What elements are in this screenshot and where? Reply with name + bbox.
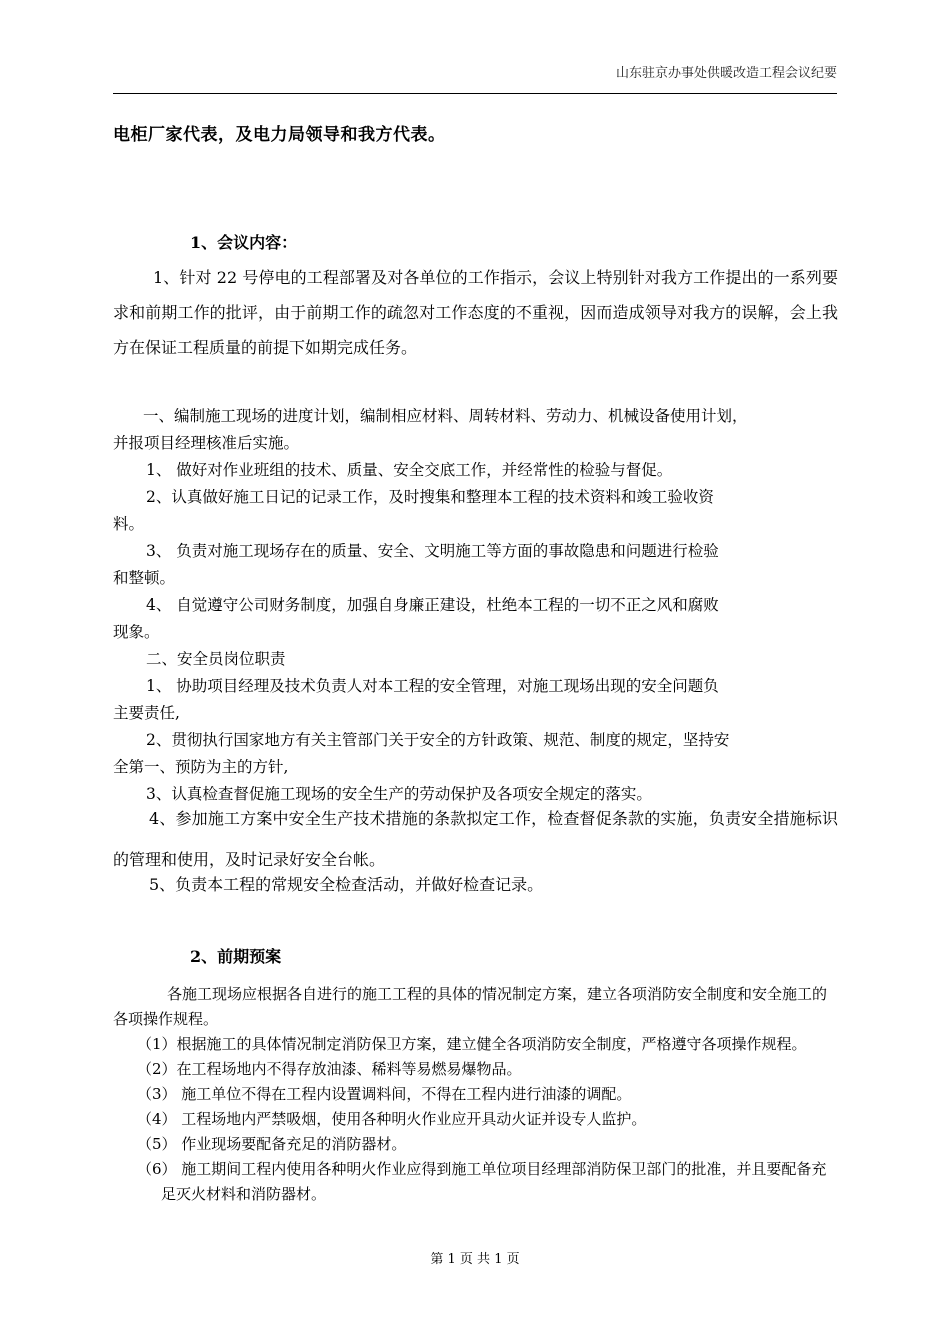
duty-line: 4、 自觉遵守公司财务制度，加强自身廉正建设，杜绝本工程的一切不正之风和腐败 — [146, 596, 719, 614]
duty-line: 1、 协助项目经理及技术负责人对本工程的安全管理，对施工现场出现的安全问题负 — [146, 677, 719, 695]
duty-line: 二、安全员岗位职责 — [146, 650, 286, 668]
duty-line: 2、贯彻执行国家地方有关主管部门关于安全的方针政策、规范、制度的规定，坚持安 — [146, 731, 730, 749]
duty-line: 3、认真检查督促施工现场的安全生产的劳动保护及各项安全规定的落实。 — [146, 785, 652, 803]
section1-lead-paragraph: 1、针对 22 号停电的工程部署及对各单位的工作指示，会议上特别针对我方工作提出的一系列要求和前期工作的批评，由于前期工作的疏忽对工作态度的不重视，因而造成领导对我方的误解，会上我方在保证工程质量的前提下如期完成任务。 — [113, 268, 838, 357]
section2-items — [113, 1032, 838, 1207]
section2-heading: 2、前期预案 — [190, 947, 282, 966]
duty-line: 3、 负责对施工现场存在的质量、安全、文明施工等方面的事故隐患和问题进行检验 — [146, 542, 719, 560]
precaution-item: （6） 施工期间工程内使用各种明火作业应得到施工单位项目经理部消防保卫部门的批准，并且要配备充足灭火材料和消防器材。 — [137, 1160, 827, 1203]
section2-lead: 各施工现场应根据各自进行的施工工程的具体的情况制定方案，建立各项消防安全制度和安全施工的各项操作规程。 — [113, 985, 828, 1028]
section1-heading: 1、会议内容： — [190, 233, 298, 252]
duty-line: 和整顿。 — [113, 569, 176, 587]
duty-item-4: 4、参加施工方案中安全生产技术措施的条款拟定工作，检查督促条款的实施，负责安全措施标识的管理和使用，及时记录好安全台帐。 — [113, 809, 838, 869]
page-footer: 第 1 页 共 1 页 — [430, 1252, 520, 1267]
precaution-item: （4） 工程场地内严禁吸烟，使用各种明火作业应开具动火证并设专人监护。 — [137, 1110, 647, 1128]
duty-line: 1、 做好对作业班组的技术、质量、安全交底工作，并经常性的检验与督促。 — [146, 461, 673, 479]
precaution-item: （3） 施工单位不得在工程内设置调料间，不得在工程内进行油漆的调配。 — [137, 1085, 632, 1103]
precaution-item: （1）根据施工的具体情况制定消防保卫方案，建立健全各项消防安全制度，严格遵守各项操作规程。 — [137, 1035, 807, 1053]
duty-line: 现象。 — [113, 623, 160, 641]
duties-list — [113, 403, 838, 808]
precaution-item: （2）在工程场地内不得存放油漆、稀料等易燃易爆物品。 — [137, 1060, 522, 1078]
duty-line: 2、认真做好施工日记的记录工作，及时搜集和整理本工程的技术资料和竣工验收资 — [146, 488, 714, 506]
duty-line: 全第一、预防为主的方针, — [113, 758, 289, 776]
duty-line: 料。 — [113, 515, 145, 533]
duty-line: 主要责任, — [113, 704, 180, 722]
duty-item-5: 5、负责本工程的常规安全检查活动，并做好检查记录。 — [149, 875, 544, 894]
duty-line: 并报项目经理核准后实施。 — [113, 434, 300, 452]
precaution-item: （5） 作业现场要配备充足的消防器材。 — [137, 1135, 407, 1153]
duty-line: 一、编制施工现场的进度计划，编制相应材料、周转材料、劳动力、机械设备使用计划， — [143, 407, 748, 425]
section2-body — [113, 982, 838, 1207]
header-divider — [113, 93, 837, 94]
page-header-title: 山东驻京办事处供暖改造工程会议纪要 — [615, 66, 837, 81]
intro-line: 电柜厂家代表，及电力局领导和我方代表。 — [113, 125, 446, 145]
